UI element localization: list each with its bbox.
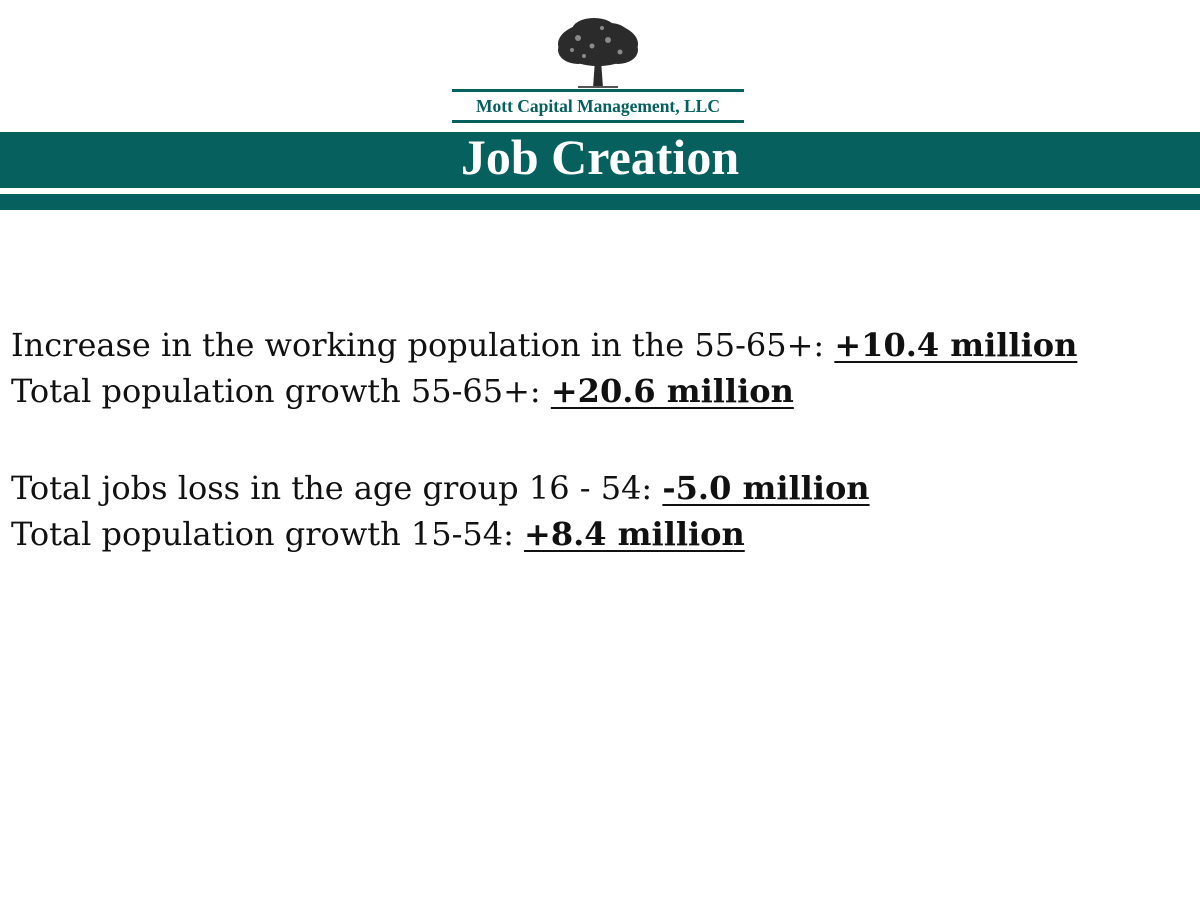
stat-value: -5.0 million — [662, 469, 870, 507]
stats-list — [11, 322, 1191, 557]
stat-line — [11, 368, 1191, 414]
stat-value: +8.4 million — [524, 515, 745, 553]
stat-line — [11, 465, 1191, 511]
stat-label: Increase in the working population in the 55-65+: — [11, 326, 825, 364]
stat-label: Total population growth 55-65+: — [11, 372, 541, 410]
logo-rule-top — [452, 89, 744, 92]
stat-line — [11, 322, 1191, 368]
stat-label: Total jobs loss in the age group 16 - 54: — [11, 469, 653, 507]
stat-label: Total population growth 15-54: — [11, 515, 514, 553]
slide-title: Job Creation — [460, 129, 740, 185]
tree-icon — [548, 16, 648, 94]
title-stripe — [0, 194, 1200, 210]
company-logo — [450, 16, 746, 126]
logo-rule-bottom — [452, 120, 744, 123]
stat-value: +10.4 million — [834, 326, 1078, 364]
title-band — [0, 129, 1200, 188]
stat-line — [11, 511, 1191, 557]
stat-value: +20.6 million — [550, 372, 794, 410]
company-name: Mott Capital Management, LLC — [475, 96, 720, 116]
